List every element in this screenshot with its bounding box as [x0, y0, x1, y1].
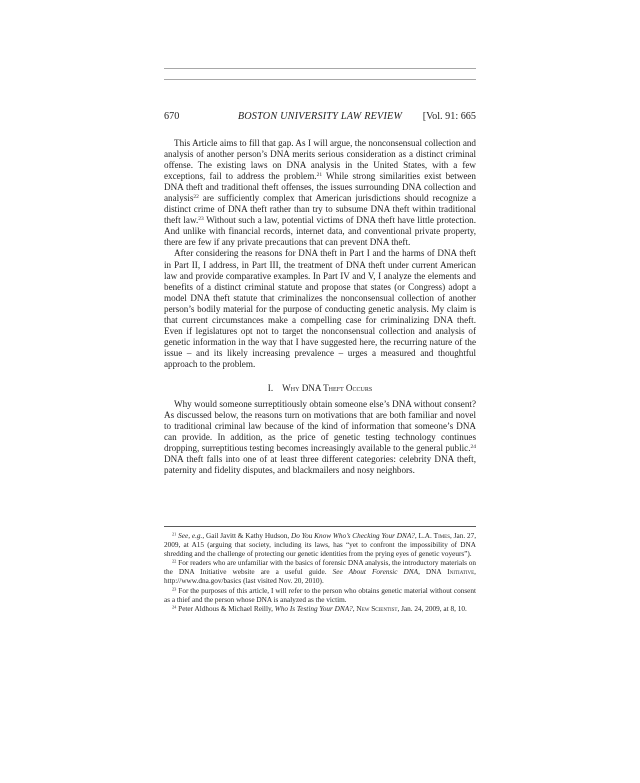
paragraph-text: DNA theft falls into one of at least three different categories: celebrity DNA theft, paternity and fidelity disputes, and blackmailers and nosy neighbors. [164, 454, 476, 476]
section-heading [164, 383, 476, 394]
article-title: Who Is Testing Your DNA? [274, 604, 353, 613]
paragraph-text: While strong similarities exist between DNA theft and traditional theft offenses, the issues surrounding DNA collection and analysis [164, 171, 476, 204]
footnote-ref: 22 [193, 194, 199, 201]
footnote-text: Peter Aldhous & Michael Reilly, [176, 604, 275, 613]
paragraph-text: Without such a law, potential victims of DNA theft have little protection. And unlike with financial records, internet data, and conventional private property, there are few if any private precautions that can prevent DNA theft. [164, 215, 477, 248]
journal-title: BOSTON UNIVERSITY LAW REVIEW [237, 111, 403, 122]
footnote-text: , [352, 604, 357, 613]
footnote-text: , Jan. 27, 2009, at A15 (arguing that society, including its laws, has “yet to confront the impossibility of DNA shredding and the challenge of protecting our genetic identities from the prying eyes of genetic voyeurs”). [164, 532, 477, 559]
footnote-text: For the purposes of this article, I will refer to the person who obtains genetic material without consent as a thief and the person whose DNA is analyzed as the victim. [164, 586, 476, 604]
footnote-ref: 24 [470, 444, 476, 451]
footnote-22 [164, 559, 476, 586]
footnote-ref: 23 [198, 216, 204, 223]
footnote-separator [164, 526, 476, 527]
section-title-initial: W [282, 382, 291, 393]
volume-citation: [Vol. 91: 665 [422, 111, 476, 122]
footnote-text: For readers who are unfamiliar with the basics of forensic DNA analysis, the introductory materials on the DNA Initiative website are a useful guide. [164, 559, 476, 577]
footnote-text: , http://www.dna.gov/basics (last visited Nov. 20, 2010). [164, 568, 476, 586]
footnote-text: , Gail Javitt & Kathy Hudson, [202, 532, 292, 540]
article-title: Do You Know Who’s Checking Your DNA? [291, 532, 415, 540]
paragraph-3 [164, 399, 476, 476]
footnote-ref: 21 [316, 172, 323, 179]
footnote-number: 22 [172, 558, 177, 564]
paragraph-text: Why would someone surreptitiously obtain someone else’s DNA without consent? As discussed below, the reasons turn on motivations that are both familiar and novel to traditional criminal law because of the kind of information that someone’s DNA can provide. In addition, as the price of genetic testing technology continues dropping, surreptitious testing becomes increasingly available to the general public. [164, 398, 476, 454]
paragraph-2: After considering the reasons for DNA theft in Part I and the harms of DNA theft in Part II, I address, in Part III, the treatment of DNA theft under current American law and provide comparative examples. In Part IV and V, I analyze the elements and benefits of a distinct criminal statute and propose that states (or Congress) adopt a model DNA theft statute that criminalizes the nonconsensual collection of another person’s bodily material for the purpose of conducting genetic analysis. My claim is that current circumstances make a compelling case for criminalizing DNA theft. Even if legislatures opt not to target the nonconsensual collection and analysis of genetic information in the way that I have suggested here, the recurring nature of the issue – and its likely increasing prevalence – urges a measured and thoughtful approach to the problem. [164, 248, 476, 369]
source-name: Initiative [447, 568, 475, 577]
signal: See About Forensic DNA [332, 568, 419, 577]
signal: See, e.g. [178, 532, 203, 540]
page-number: 670 [164, 111, 180, 122]
paragraph-text: are sufficiently complex that American jurisdictions should recognize a distinct crime of DNA theft rather than try to subsume DNA theft within traditional theft law. [164, 193, 476, 226]
top-rule [164, 68, 476, 69]
footnote-number: 23 [172, 586, 177, 592]
section-number: I. [267, 382, 274, 393]
footnote-24 [164, 605, 476, 614]
source-name: Times [433, 532, 451, 540]
footnote-text: , DNA [418, 568, 448, 577]
footnote-text: , Jan. 24, 2009, at 8, 10. [397, 604, 467, 613]
paragraph-text: This Article aims to fill that gap. As I will argue, the nonconsensual collection and analysis of another person’s DNA merits serious consideration as a distinct criminal offense. The existing laws on DNA analysis in the United States, with a few exceptions, fail to address the problem. [164, 138, 476, 182]
footnotes [164, 532, 476, 614]
footnote-number: 21 [172, 531, 177, 537]
section-title: hy DNA Theft Occurs [290, 382, 373, 393]
footnote-text: , L.A. [414, 532, 434, 540]
footnote-21 [164, 532, 476, 559]
source-name: New Scientist [356, 604, 398, 613]
footnote-23 [164, 587, 476, 605]
top-rule-secondary [164, 79, 476, 80]
footnote-number: 24 [172, 604, 177, 610]
paragraph-1 [164, 138, 476, 248]
body-text [164, 138, 476, 476]
